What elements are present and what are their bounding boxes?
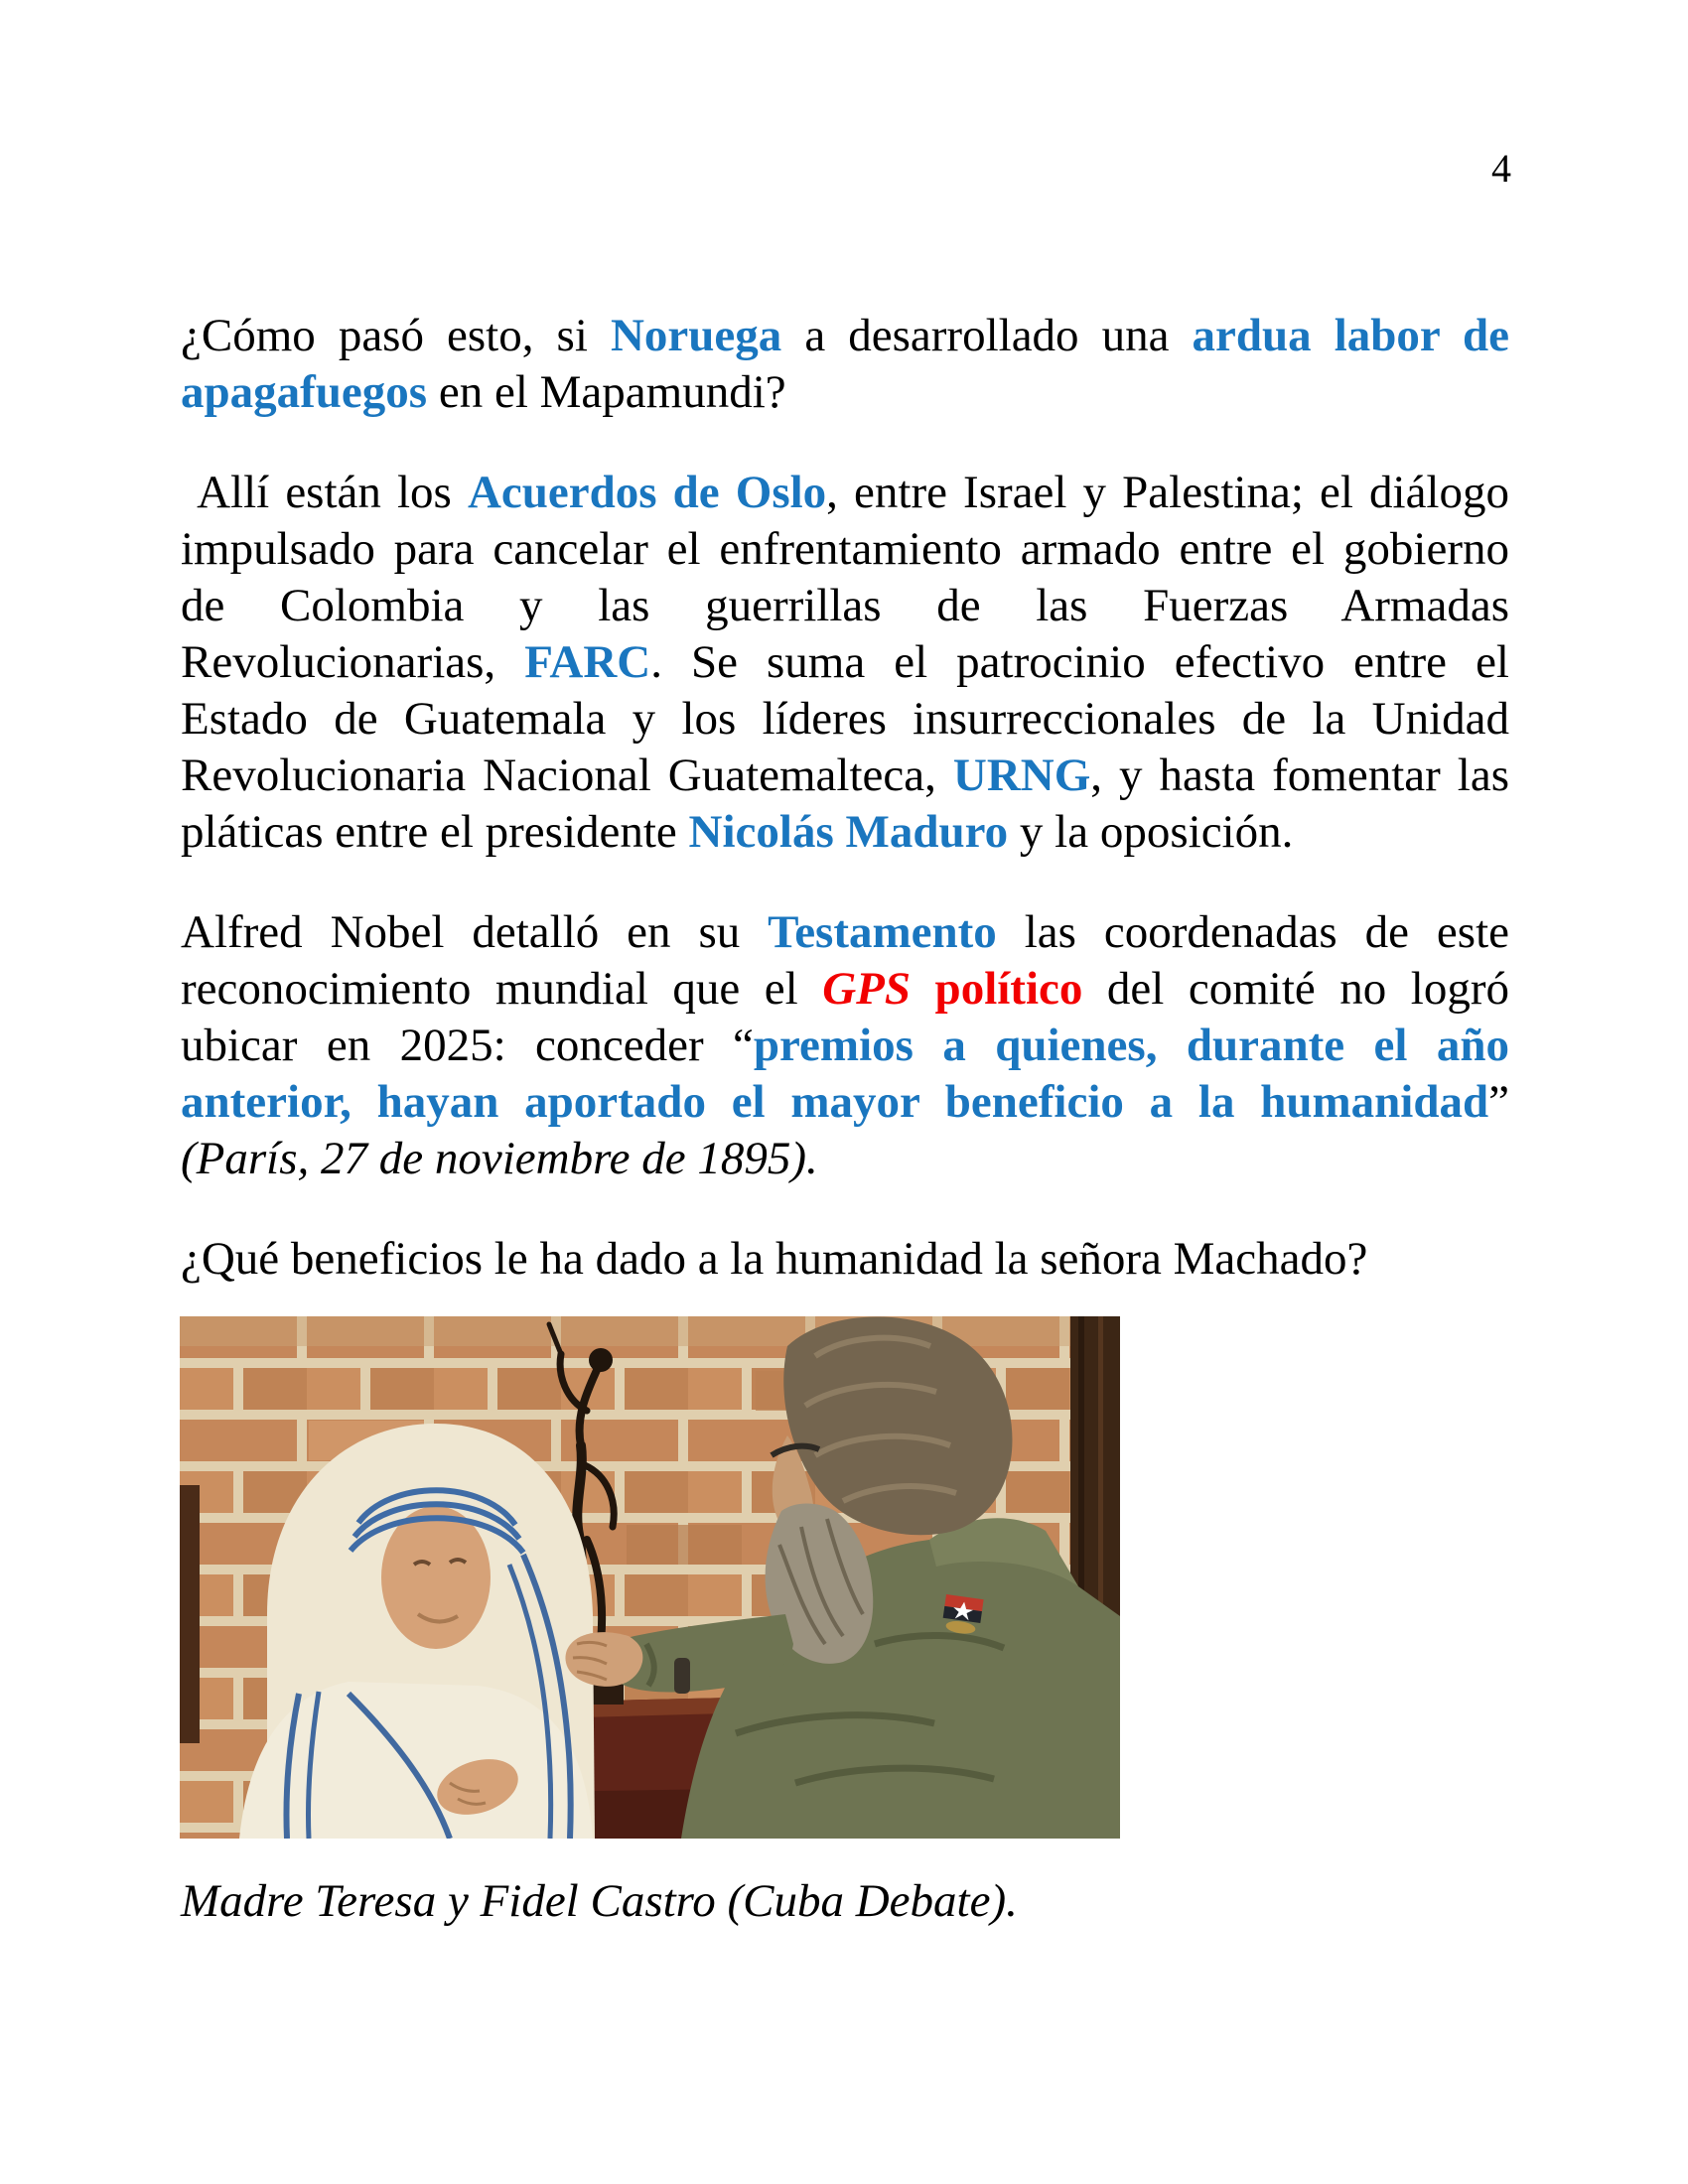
text-line: [181, 691, 1509, 748]
text-segment: Alfred Nobel detalló en su: [181, 906, 769, 958]
text-segment: Estado de Guatemala y los líderes insurreccionales de la Unidad: [181, 693, 1509, 745]
text-segment: ”: [1488, 1076, 1509, 1128]
page-number: 4: [1491, 146, 1511, 191]
text-segment: , y hasta fomentar las: [1090, 750, 1509, 801]
text-segment: reconocimiento mundial que el: [181, 963, 823, 1015]
text-segment: apagafuegos: [181, 366, 428, 418]
text-segment: Allí están los: [181, 467, 468, 518]
text-segment: Revolucionaria Nacional Guatemalteca,: [181, 750, 953, 801]
text-line: [181, 521, 1509, 578]
text-segment: GPS: [822, 963, 912, 1015]
paragraph-testamento: [181, 904, 1509, 1187]
text-segment: Acuerdos de Oslo: [467, 467, 827, 518]
text-segment: y la oposición.: [1008, 806, 1294, 858]
text-segment: . Se suma el patrocinio efectivo entre el: [650, 636, 1509, 688]
text-line: [181, 465, 1509, 521]
text-line: [181, 364, 1509, 421]
paragraph-acuerdos: [181, 465, 1509, 861]
text-segment: URNG: [952, 750, 1091, 801]
text-segment: anterior, hayan aportado el mayor beneficio a la humanidad: [181, 1076, 1489, 1128]
text-segment: en el Mapamundi?: [427, 366, 786, 418]
text-line: [181, 1131, 1509, 1187]
body-content: [181, 308, 1509, 1331]
text-segment: ¿Cómo pasó esto, si: [181, 310, 611, 361]
text-segment: FARC: [524, 636, 651, 688]
paragraph-como-paso: [181, 308, 1509, 421]
text-line: [181, 578, 1509, 634]
text-line: [181, 961, 1509, 1018]
text-segment: pláticas entre el presidente: [181, 806, 689, 858]
text-segment: Noruega: [610, 310, 782, 361]
text-segment: impulsado para cancelar el enfrentamiento armado entre el gobierno: [181, 523, 1509, 575]
photo-figure: [180, 1316, 1120, 1839]
text-segment: ardua labor de: [1192, 310, 1509, 361]
text-segment: premios a quienes, durante el año: [753, 1020, 1509, 1071]
text-line: [181, 308, 1509, 364]
text-line: [181, 634, 1509, 691]
text-line: [181, 1074, 1509, 1131]
text-segment: Revolucionarias,: [181, 636, 525, 688]
text-segment: del comité no logró: [1082, 963, 1509, 1015]
text-segment: a desarrollado una: [781, 310, 1193, 361]
text-segment: Testamento: [768, 906, 997, 958]
text-segment: Nicolás Maduro: [688, 806, 1009, 858]
photo-caption: Madre Teresa y Fidel Castro (Cuba Debate).: [181, 1875, 1018, 1927]
text-segment: , entre Israel y Palestina; el diálogo: [826, 467, 1509, 518]
text-line: [181, 804, 1509, 861]
text-line: [181, 904, 1509, 961]
photo-teresa-castro: [180, 1316, 1120, 1839]
text-segment: político: [911, 963, 1083, 1015]
paragraph-question: [181, 1231, 1509, 1288]
text-line: [181, 1231, 1509, 1288]
text-segment: (París, 27 de noviembre de 1895).: [181, 1133, 818, 1184]
text-segment: ¿Qué beneficios le ha dado a la humanidad la señora Machado?: [181, 1233, 1368, 1285]
text-line: [181, 748, 1509, 804]
text-segment: de Colombia y las guerrillas de las Fuerzas Armadas: [181, 580, 1509, 631]
text-segment: las coordenadas de este: [996, 906, 1509, 958]
text-line: [181, 1018, 1509, 1074]
text-segment: ubicar en 2025: conceder “: [181, 1020, 754, 1071]
